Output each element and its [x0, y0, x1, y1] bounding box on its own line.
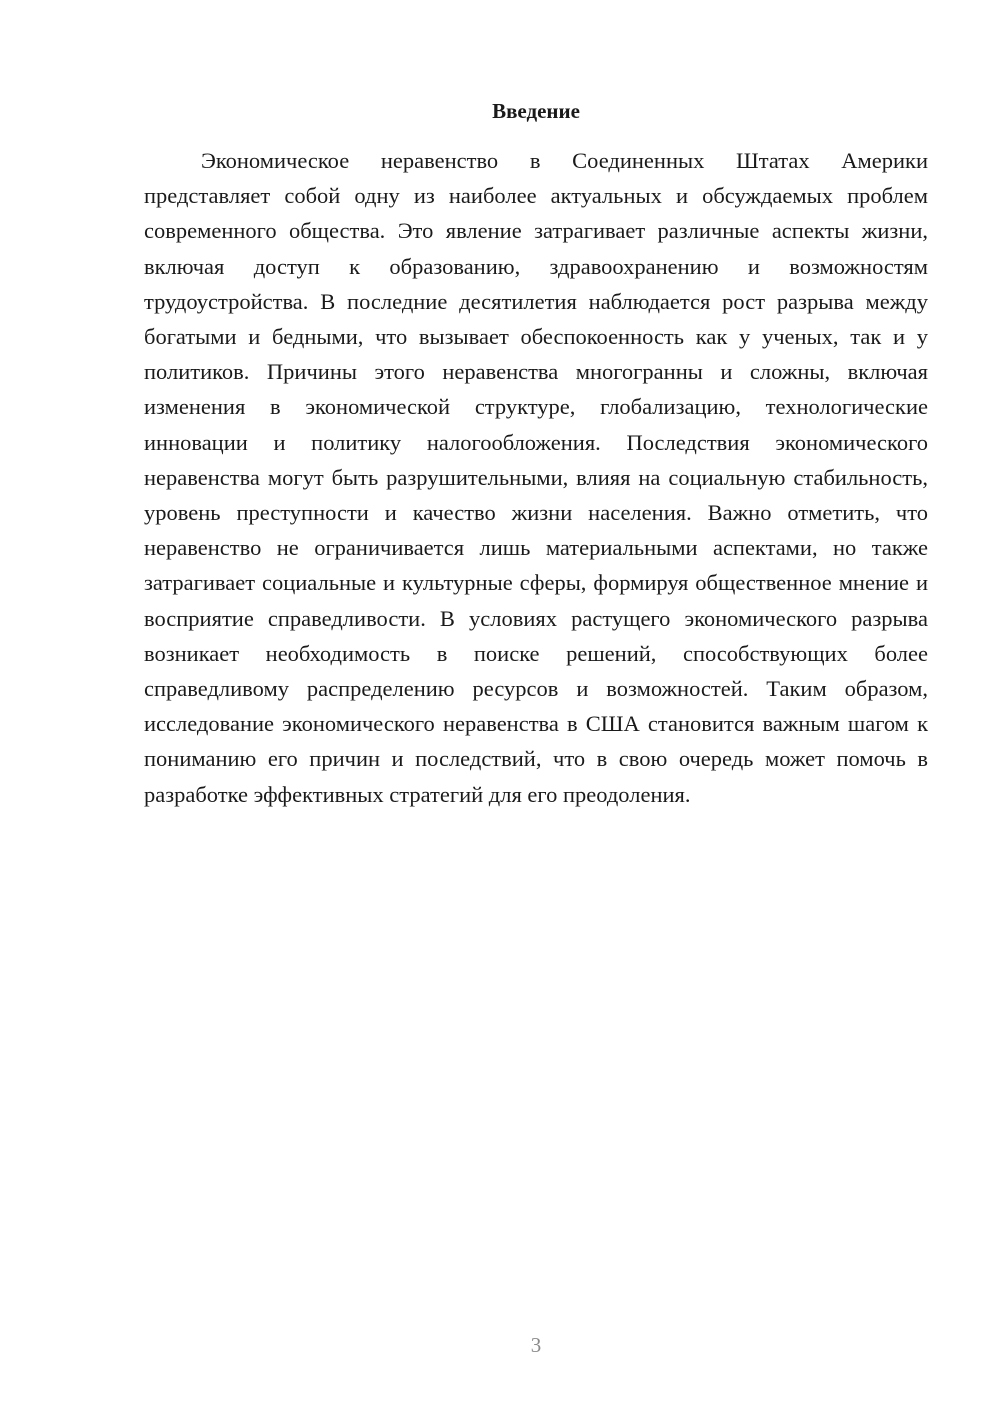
body-paragraph: Экономическое неравенство в Соединенных Штатах Америки представляет собой одну из наиболее актуальных и обсуждаемых проблем современного общества. Это явление затрагивает различные аспекты жизни, включая доступ к образованию, здравоохранению и возможностям трудоустройства. В последние десятилетия наблюдается рост разрыва между богатыми и бедными, что вызывает обеспокоенность как у ученых, так и у политиков. Причины этого неравенства многогранны и сложны, включая изменения в экономической структуре, глобализацию, технологические инновации и политику налогообложения. Последствия экономического неравенства могут быть разрушительными, влияя на социальную стабильность, уровень преступности и качество жизни населения. Важно отметить, что неравенство не ограничивается лишь материальными аспектами, но также затрагивает социальные и культурные сферы, формируя общественное мнение и восприятие справедливости. В условиях растущего экономического разрыва возникает необходимость в поиске решений, способствующих более справедливому распределению ресурсов и возможностей. Таким образом, исследование экономического неравенства в США становится важным шагом к пониманию его причин и последствий, что в свою очередь может помочь в разработке эффективных стратегий для его преодоления. [144, 148, 928, 807]
page-number: 3 [530, 1333, 542, 1357]
section-heading: Введение [492, 99, 580, 123]
